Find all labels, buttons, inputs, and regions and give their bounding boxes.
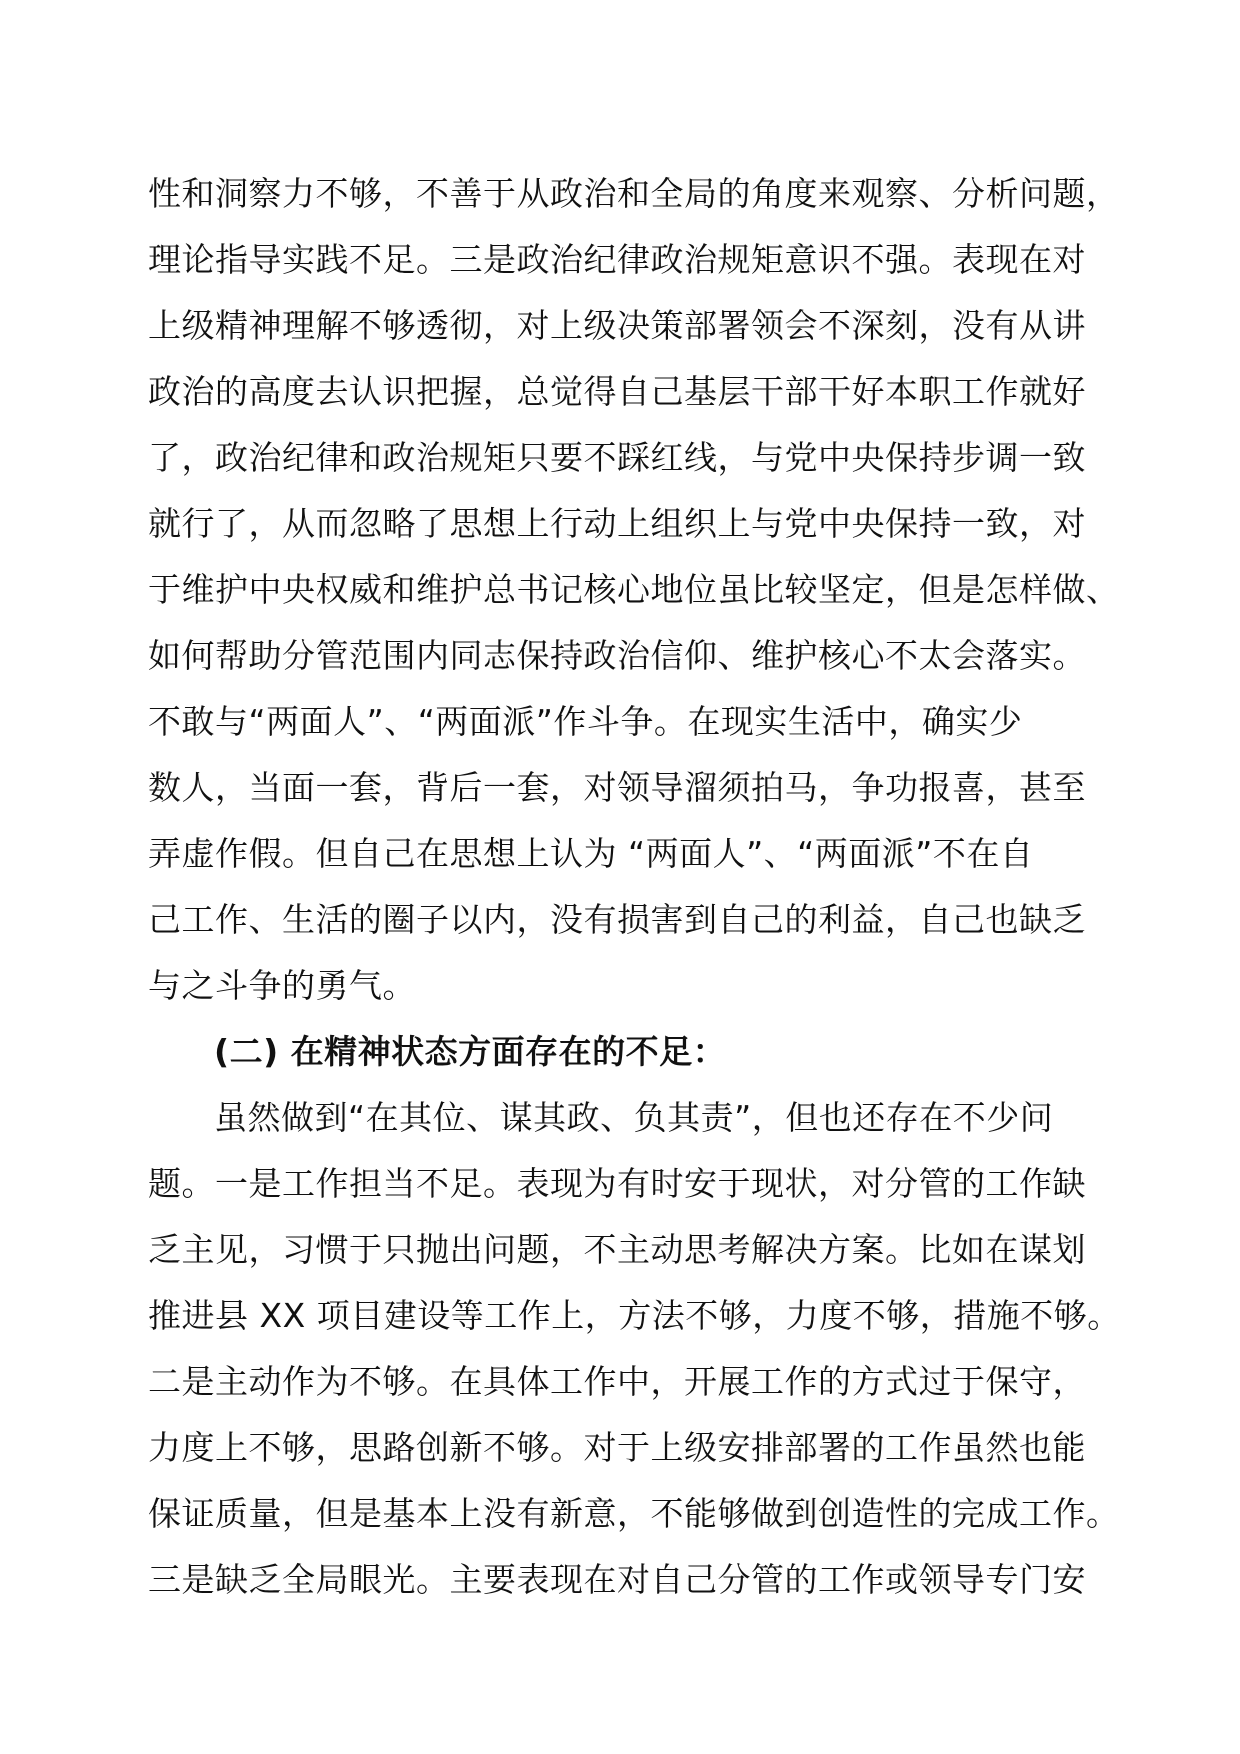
body-text-line: 数人，当面一套，背后一套，对领导溜须拍马，争功报喜，甚至	[148, 768, 1086, 807]
body-text-line: 如何帮助分管范围内同志保持政治信仰、维护核心不太会落实。	[148, 636, 1086, 675]
body-text-line: 题。一是工作担当不足。表现为有时安于现状，对分管的工作缺	[148, 1164, 1086, 1203]
body-text-line: 于维护中央权威和维护总书记核心地位虽比较坚定，但是怎样做、	[148, 570, 1120, 609]
body-text-line: 就行了，从而忽略了思想上行动上组织上与党中央保持一致，对	[148, 504, 1086, 543]
body-text-line: 政治的高度去认识把握，总觉得自己基层干部干好本职工作就好	[148, 372, 1086, 411]
section-heading: (二) 在精神状态方面存在的不足：	[214, 1032, 727, 1071]
body-text-line: 虽然做到“在其位、谋其政、负其责”，但也还存在不少问	[214, 1098, 1054, 1137]
body-text-line: 不敢与“两面人”、“两面派”作斗争。在现实生活中，确实少	[148, 702, 1023, 741]
body-text-line: 三是缺乏全局眼光。主要表现在对自己分管的工作或领导专门安	[148, 1560, 1086, 1599]
body-text-line: 保证质量，但是基本上没有新意，不能够做到创造性的完成工作。	[148, 1494, 1120, 1533]
body-text-line: 二是主动作为不够。在具体工作中，开展工作的方式过于保守，	[148, 1362, 1086, 1401]
body-text-line: 弄虚作假。但自己在思想上认为 “两面人”、“两面派”不在自	[148, 834, 1034, 873]
body-text-line: 己工作、生活的圈子以内，没有损害到自己的利益，自己也缺乏	[148, 900, 1086, 939]
body-text-line: 性和洞察力不够，不善于从政治和全局的角度来观察、分析问题，	[148, 174, 1120, 213]
body-text-line: 力度上不够，思路创新不够。对于上级安排部署的工作虽然也能	[148, 1428, 1086, 1467]
body-text-line: 与之斗争的勇气。	[148, 966, 416, 1005]
body-text-line: 上级精神理解不够透彻，对上级决策部署领会不深刻，没有从讲	[148, 306, 1086, 345]
body-text-line: 乏主见，习惯于只抛出问题，不主动思考解决方案。比如在谋划	[148, 1230, 1086, 1269]
body-text-line: 了，政治纪律和政治规矩只要不踩红线，与党中央保持步调一致	[148, 438, 1086, 477]
body-text-line: 理论指导实践不足。三是政治纪律政治规矩意识不强。表现在对	[148, 240, 1086, 279]
body-text-line: 推进县 XX 项目建设等工作上，方法不够，力度不够，措施不够。	[148, 1296, 1121, 1335]
